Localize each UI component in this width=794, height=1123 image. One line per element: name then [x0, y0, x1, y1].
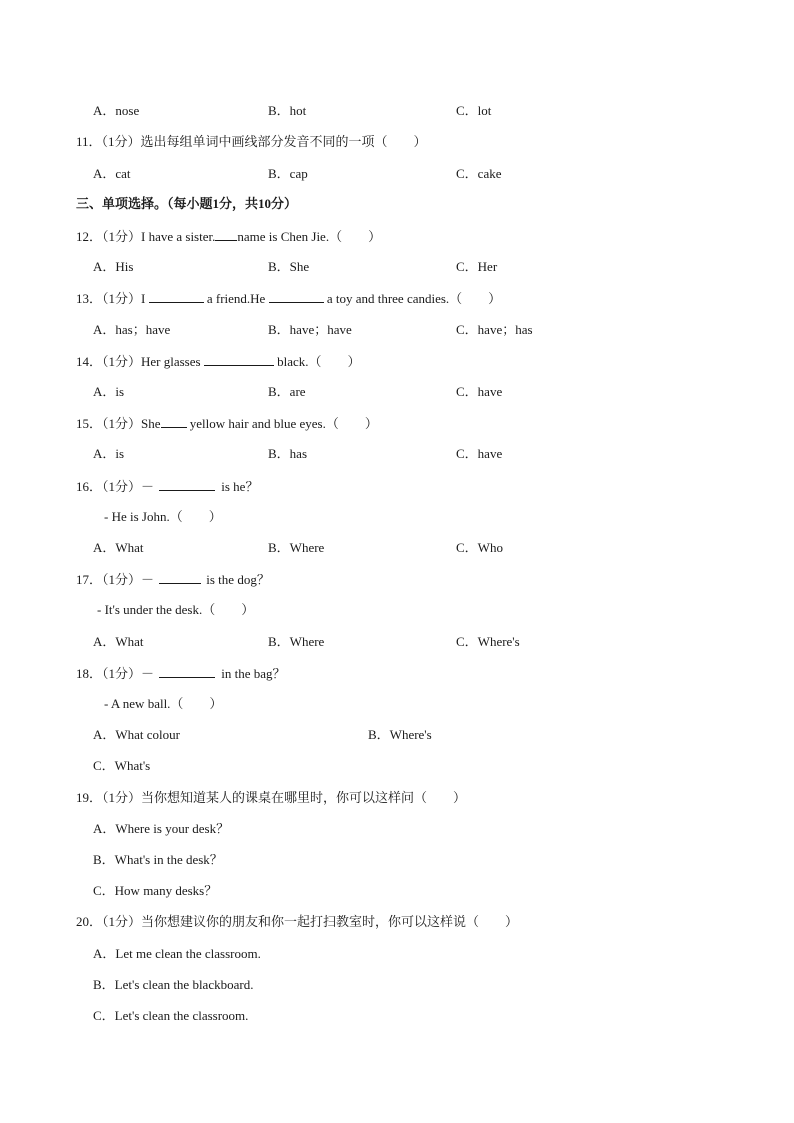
q14-blank: [204, 353, 274, 366]
q13-option-a[interactable]: A．has；have: [93, 322, 171, 337]
q19-option-c[interactable]: C．How many desks？: [93, 883, 218, 898]
q12-stem: [76, 228, 381, 245]
q11-option-b[interactable]: B．cap: [268, 166, 308, 181]
q16-stem-start: 16．（1分）－: [76, 479, 155, 494]
q16-option-a[interactable]: A．What: [93, 540, 144, 555]
q18-option-a[interactable]: A．What colour: [93, 727, 181, 742]
q17-blank: [159, 571, 201, 584]
q17-stem-end: is the dog？: [203, 572, 270, 587]
q20-option-b[interactable]: B．Let's clean the blackboard.: [93, 977, 254, 992]
q12-option-a[interactable]: A．His: [93, 259, 134, 274]
q17-response: - It's under the desk.（ ）: [97, 602, 255, 617]
q13-stem-start: 13．（1分）I: [76, 291, 149, 306]
q17-option-b[interactable]: B．Where: [268, 634, 325, 649]
q18-stem-start: 18．（1分）－: [76, 666, 155, 681]
q17-stem: [76, 571, 270, 588]
q16-option-c[interactable]: C．Who: [456, 540, 503, 555]
q14-stem-start: 14．（1分）Her glasses: [76, 354, 204, 369]
q13-option-c[interactable]: C．have；has: [456, 322, 533, 337]
q19-stem: 19．（1分）当你想知道某人的课桌在哪里时，你可以这样问（ ）: [76, 790, 467, 805]
q11-option-a[interactable]: A．cat: [93, 166, 131, 181]
q15-stem-end: yellow hair and blue eyes.（ ）: [186, 416, 378, 431]
q12-stem-end: name is Chen Jie.（ ）: [237, 229, 382, 244]
q16-stem-end: is he？: [218, 479, 259, 494]
q15-stem: [76, 415, 378, 432]
q14-stem-end: black.（ ）: [273, 354, 361, 369]
q18-stem-end: in the bag？: [218, 666, 286, 681]
q13-stem-end: a toy and three candies.（ ）: [323, 291, 502, 306]
q13-blank-2: [269, 290, 324, 303]
q16-option-b[interactable]: B．Where: [268, 540, 325, 555]
q12-option-b[interactable]: B．She: [268, 259, 310, 274]
q12-option-c[interactable]: C．Her: [456, 259, 498, 274]
q11-stem: 11．（1分）选出每组单词中画线部分发音不同的一项（ ）: [76, 134, 427, 149]
q18-option-b[interactable]: B．Where's: [368, 727, 432, 742]
section-heading: 三、单项选择。（每小题1分，共10分）: [76, 196, 298, 211]
q13-blank-1: [149, 290, 204, 303]
q17-option-a[interactable]: A．What: [93, 634, 144, 649]
q15-option-b[interactable]: B．has: [268, 446, 308, 461]
q11-option-c[interactable]: C．cake: [456, 166, 502, 181]
q18-response: - A new ball.（ ）: [104, 696, 223, 711]
q18-option-c[interactable]: C．What's: [93, 758, 151, 773]
q15-stem-start: 15．（1分）She: [76, 416, 161, 431]
q14-option-b[interactable]: B．are: [268, 384, 306, 399]
q16-blank: [159, 478, 215, 491]
q10-option-c[interactable]: C．lot: [456, 103, 492, 118]
q20-option-c[interactable]: C．Let's clean the classroom.: [93, 1008, 249, 1023]
q10-option-b[interactable]: B．hot: [268, 103, 307, 118]
q15-option-a[interactable]: A．is: [93, 446, 125, 461]
q19-option-b[interactable]: B．What's in the desk？: [93, 852, 223, 867]
q20-stem: 20．（1分）当你想建议你的朋友和你一起打扫教室时，你可以这样说（ ）: [76, 914, 519, 929]
q15-option-c[interactable]: C．have: [456, 446, 503, 461]
q12-blank: [215, 228, 237, 241]
q18-stem: [76, 665, 286, 682]
q14-option-a[interactable]: A．is: [93, 384, 125, 399]
q12-stem-start: 12．（1分）I have a sister.: [76, 229, 216, 244]
q13-option-b[interactable]: B．have；have: [268, 322, 352, 337]
q14-stem: [76, 353, 360, 370]
q16-response: - He is John.（ ）: [104, 509, 222, 524]
q13-stem: [76, 290, 501, 307]
q15-blank: [161, 415, 187, 428]
q10-option-a[interactable]: A．nose: [93, 103, 140, 118]
q19-option-a[interactable]: A．Where is your desk？: [93, 821, 230, 836]
q16-stem: [76, 478, 258, 495]
q18-blank: [159, 665, 215, 678]
q14-option-c[interactable]: C．have: [456, 384, 503, 399]
q17-stem-start: 17．（1分）－: [76, 572, 155, 587]
q17-option-c[interactable]: C．Where's: [456, 634, 520, 649]
q20-option-a[interactable]: A．Let me clean the classroom.: [93, 946, 261, 961]
q13-stem-middle: a friend.He: [203, 291, 269, 306]
